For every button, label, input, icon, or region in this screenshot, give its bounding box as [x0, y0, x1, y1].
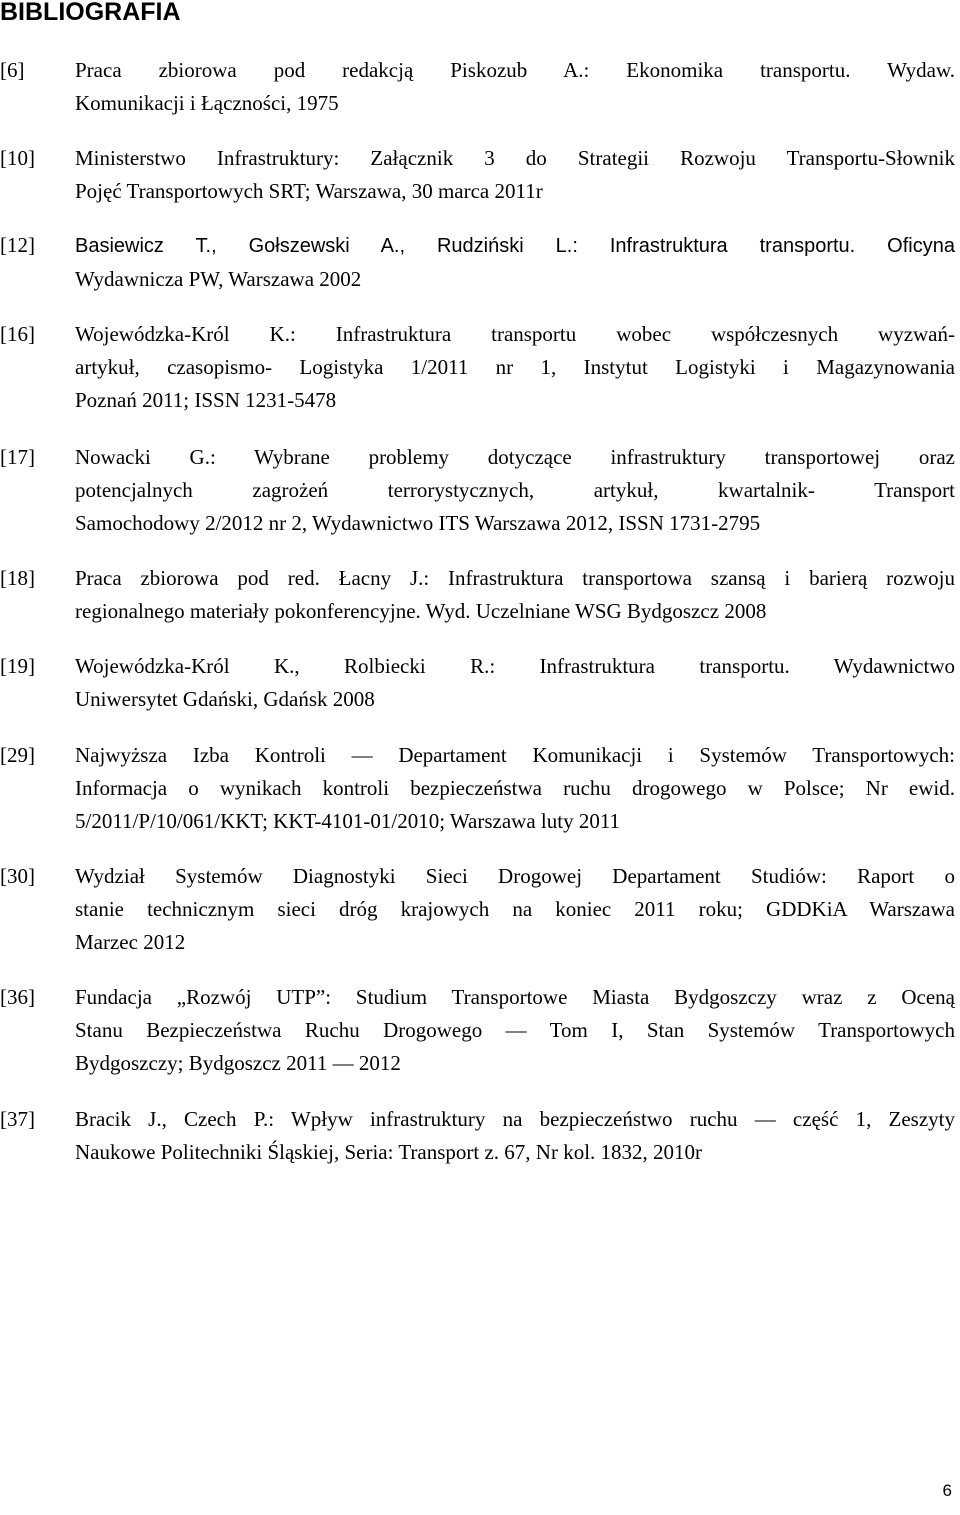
bibliography-entry: [0, 739, 958, 838]
bibliography-entry: [0, 229, 958, 296]
page-number: 6: [942, 1481, 952, 1500]
entry-number: [37]: [0, 1107, 35, 1131]
entry-line: artykuł, czasopismo- Logistyka 1/2011 nr 1, Instytut Logistyki i Magazynowania: [75, 355, 955, 379]
entry-line: Wydawnicza PW, Warszawa 2002: [75, 267, 362, 291]
bibliography-entry: [0, 142, 958, 208]
entry-text: [75, 318, 955, 417]
entry-number: [10]: [0, 146, 35, 170]
entry-text: [75, 229, 955, 296]
entry-number: [30]: [0, 864, 35, 888]
entry-line: Bydgoszczy; Bydgoszcz 2011 — 2012: [75, 1051, 401, 1075]
entry-number: [29]: [0, 743, 35, 767]
entry-line: Samochodowy 2/2012 nr 2, Wydawnictwo ITS Warszawa 2012, ISSN 1731-2795: [75, 511, 761, 535]
entry-line: Stanu Bezpieczeństwa Ruchu Drogowego — Tom I, Stan Systemów Transportowych: [75, 1018, 955, 1042]
bibliography-heading: BIBLIOGRAFIA: [0, 0, 181, 26]
entry-line: Wojewódzka-Król K.: Infrastruktura transportu wobec współczesnych wyzwań-: [75, 322, 955, 346]
entry-text: [75, 860, 955, 959]
entry-number: [16]: [0, 322, 35, 346]
entry-line: Praca zbiorowa pod redakcją Piskozub A.: Ekonomika transportu. Wydaw.: [75, 58, 955, 82]
entry-line: Naukowe Politechniki Śląskiej, Seria: Transport z. 67, Nr kol. 1832, 2010r: [75, 1140, 703, 1164]
entry-line: Wojewódzka-Król K., Rolbiecki R.: Infrastruktura transportu. Wydawnictwo: [75, 654, 955, 678]
bibliography-entry: [0, 54, 958, 120]
entry-line: Najwyższa Izba Kontroli — Departament Komunikacji i Systemów Transportowych:: [75, 743, 955, 767]
entry-line: regionalnego materiały pokonferencyjne. Wyd. Uczelniane WSG Bydgoszcz 2008: [75, 599, 767, 623]
entry-line: Fundacja „Rozwój UTP”: Studium Transportowe Miasta Bydgoszczy wraz z Oceną: [75, 985, 955, 1009]
entry-number: [36]: [0, 985, 35, 1009]
entry-line: Wydział Systemów Diagnostyki Sieci Drogowej Departament Studiów: Raport o: [75, 864, 955, 888]
entry-text: [75, 142, 955, 208]
bibliography-entry: [0, 1103, 958, 1169]
entry-text: [75, 54, 955, 120]
entry-line: Informacja o wynikach kontroli bezpieczeństwa ruchu drogowego w Polsce; Nr ewid.: [75, 776, 955, 800]
entry-line: Uniwersytet Gdański, Gdańsk 2008: [75, 687, 375, 711]
entry-number: [18]: [0, 566, 35, 590]
entry-line: potencjalnych zagrożeń terrorystycznych, artykuł, kwartalnik- Transport: [75, 478, 955, 502]
bibliography-entry: [0, 318, 958, 417]
entry-number: [17]: [0, 445, 35, 469]
entry-number: [6]: [0, 58, 25, 82]
bibliography-entry: [0, 441, 958, 540]
entry-text: [75, 739, 955, 838]
entry-line: Praca zbiorowa pod red. Łacny J.: Infrastruktura transportowa szansą i barierą rozwoju: [75, 566, 955, 590]
entry-number: [12]: [0, 233, 35, 257]
bibliography-entry: [0, 650, 958, 716]
entry-text: [75, 1103, 955, 1169]
bibliography-entry: [0, 860, 958, 959]
entry-number: [19]: [0, 654, 35, 678]
entry-line: Pojęć Transportowych SRT; Warszawa, 30 marca 2011r: [75, 179, 543, 203]
entry-line: Poznań 2011; ISSN 1231-5478: [75, 388, 337, 412]
entry-line: Komunikacji i Łączności, 1975: [75, 91, 339, 115]
entry-line: Nowacki G.: Wybrane problemy dotyczące infrastruktury transportowej oraz: [75, 445, 955, 469]
entry-text: [75, 981, 955, 1080]
entry-text: [75, 441, 955, 540]
bibliography-entry: [0, 981, 958, 1080]
entry-line-text: Basiewicz T., Gołszewski A., Rudziński L.: Infrastruktura transportu. Oficyna: [75, 235, 955, 257]
bibliography-entry: [0, 562, 958, 628]
entry-line: Ministerstwo Infrastruktury: Załącznik 3 do Strategii Rozwoju Transportu-Słownik: [75, 146, 955, 170]
entry-line: Marzec 2012: [75, 930, 186, 954]
entry-line: [75, 229, 955, 263]
entry-text: [75, 650, 955, 716]
entry-line: Bracik J., Czech P.: Wpływ infrastruktury na bezpieczeństwo ruchu — część 1, Zeszyty: [75, 1107, 955, 1131]
entry-line: 5/2011/P/10/061/KKT; KKT-4101-01/2010; Warszawa luty 2011: [75, 809, 621, 833]
entry-line: stanie technicznym sieci dróg krajowych na koniec 2011 roku; GDDKiA Warszawa: [75, 897, 955, 921]
entry-text: [75, 562, 955, 628]
